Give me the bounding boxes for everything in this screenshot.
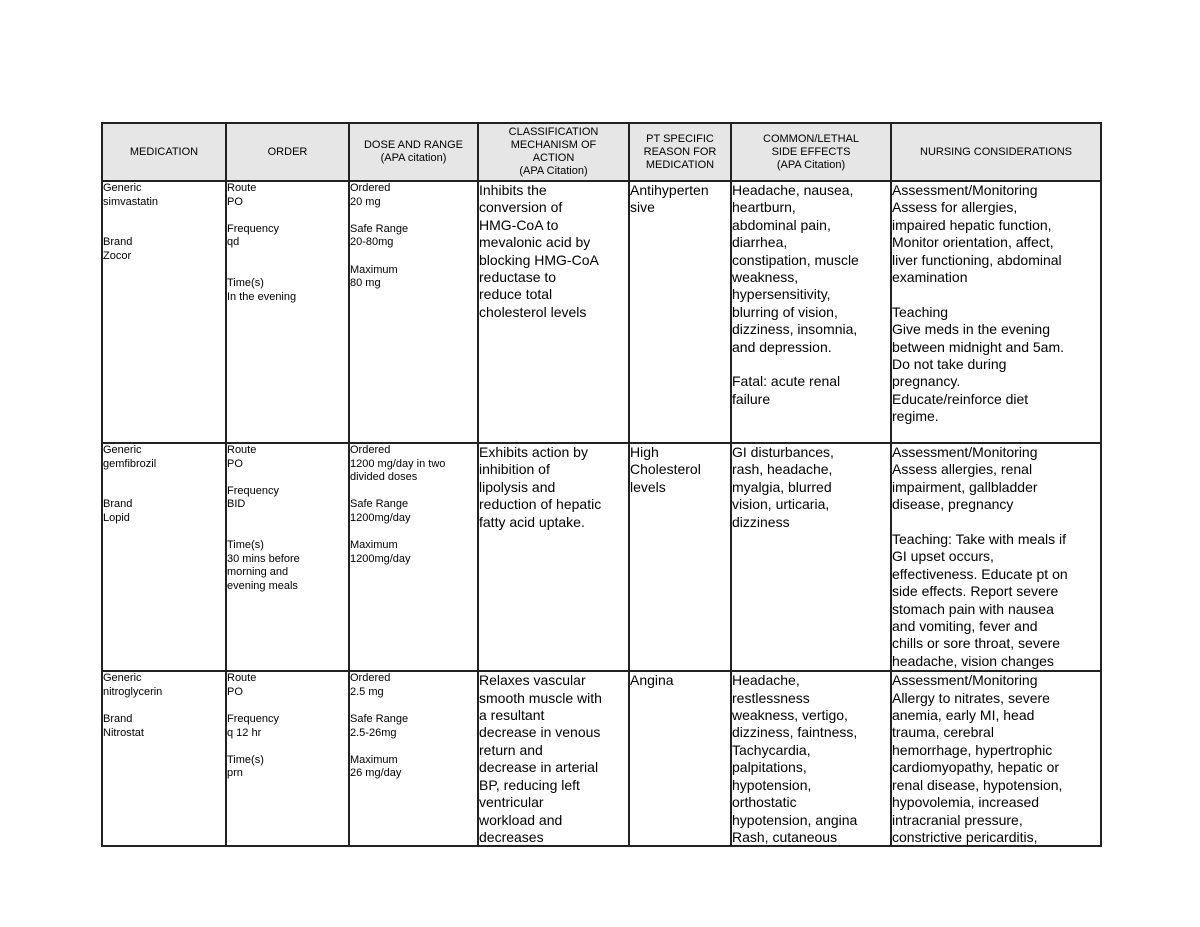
dose-text-line: Maximum bbox=[350, 753, 398, 766]
mechanism-text-line: a resultant bbox=[479, 707, 545, 724]
nursing-text-line: GI upset occurs, bbox=[892, 548, 994, 565]
nursing-text-line bbox=[892, 286, 1100, 303]
medication-text-line: Brand bbox=[103, 498, 133, 511]
header-label: DOSE AND RANGE bbox=[363, 139, 464, 151]
header-label: CLASSIFICATION bbox=[508, 126, 599, 138]
mechanism-text-line: Inhibits the bbox=[479, 182, 547, 198]
nursing-text-line: and vomiting, fever and bbox=[892, 618, 1038, 635]
reason-cell bbox=[629, 671, 731, 846]
mechanism-cell bbox=[478, 671, 629, 846]
header-side-effects bbox=[731, 123, 891, 181]
side-effects-text-line: constipation, muscle bbox=[732, 251, 859, 268]
order-text-line: BID bbox=[227, 498, 246, 511]
order-text-line bbox=[227, 526, 348, 540]
side-effects-text-line: dizziness, insomnia, bbox=[732, 321, 858, 338]
mechanism-text-line: decrease in arterial bbox=[479, 759, 599, 776]
side-effects-text-line: GI disturbances, bbox=[732, 444, 834, 460]
medication-text-line: nitroglycerin bbox=[103, 685, 163, 698]
nursing-text-line: stomach pain with nausea bbox=[892, 600, 1054, 617]
nursing-text-line: effectiveness. Educate pt on bbox=[892, 565, 1068, 582]
mechanism-text-line: decreases bbox=[479, 828, 544, 845]
dose-text-line bbox=[350, 699, 477, 713]
side-effects-text-line: rash, headache, bbox=[732, 461, 833, 478]
nursing-cell bbox=[891, 443, 1101, 671]
header-label: ACTION bbox=[532, 152, 575, 164]
medication-cell bbox=[102, 443, 226, 671]
mechanism-text-line: fatty acid uptake. bbox=[479, 513, 585, 530]
order-text-line bbox=[227, 264, 348, 278]
order-text-line: morning and bbox=[227, 566, 289, 579]
dose-text-line bbox=[350, 250, 477, 264]
dose-text-line: Safe Range bbox=[350, 498, 409, 511]
nursing-text-line: Allergy to nitrates, severe bbox=[892, 689, 1050, 706]
side-effects-text-line: weakness, bbox=[732, 269, 799, 286]
reason-text-line: Angina bbox=[630, 672, 674, 689]
order-text-line bbox=[227, 209, 348, 223]
nursing-text-line: chills or sore throat, severe bbox=[892, 635, 1061, 652]
nursing-text-line: Assessment/Monitoring bbox=[892, 444, 1038, 460]
mechanism-text-line: conversion of bbox=[479, 199, 563, 216]
mechanism-text-line: HMG-CoA to bbox=[479, 216, 559, 233]
nursing-text-line: side effects. Report severe bbox=[892, 583, 1059, 600]
mechanism-text-line: reduction of hepatic bbox=[479, 496, 602, 513]
medication-text-line bbox=[103, 485, 225, 499]
medication-text-line: Zocor bbox=[103, 249, 132, 262]
nursing-text-line: Assessment/Monitoring bbox=[892, 182, 1038, 198]
header-label: MEDICATION bbox=[645, 158, 715, 171]
dose-text-line: Safe Range bbox=[350, 713, 409, 726]
nursing-text-line: Teaching bbox=[892, 303, 949, 320]
dose-text-line: 80 mg bbox=[350, 277, 381, 290]
side-effects-text-line bbox=[732, 356, 890, 373]
order-text-line: Frequency bbox=[227, 713, 279, 726]
nursing-text-line: anemia, early MI, head bbox=[892, 707, 1035, 724]
header-classification bbox=[478, 123, 629, 181]
medication-text-line bbox=[103, 223, 225, 237]
order-text-line: q 12 hr bbox=[227, 726, 262, 739]
side-effects-text-line: palpitations, bbox=[732, 759, 807, 776]
nursing-text-line: Assessment/Monitoring bbox=[892, 672, 1038, 689]
medication-text-line: Brand bbox=[103, 236, 133, 249]
nursing-text-line: liver functioning, abdominal bbox=[892, 251, 1062, 268]
nursing-text-line: renal disease, hypotension, bbox=[892, 776, 1063, 793]
side-effects-cell bbox=[731, 671, 891, 846]
header-label: (APA Citation) bbox=[776, 158, 846, 171]
medication-text-line: Generic bbox=[103, 444, 142, 456]
reason-cell bbox=[629, 181, 731, 443]
header-label: ORDER bbox=[267, 145, 308, 158]
header-nursing-considerations bbox=[891, 123, 1101, 181]
reason-text-line: Antihyperten bbox=[630, 182, 709, 198]
nursing-text-line: Educate/reinforce diet bbox=[892, 390, 1029, 407]
dose-text-line: Ordered bbox=[350, 182, 391, 194]
mechanism-text-line: return and bbox=[479, 741, 543, 758]
medication-text-line: Brand bbox=[103, 713, 133, 726]
medication-text-line: Generic bbox=[103, 672, 142, 685]
order-text-line bbox=[227, 512, 348, 526]
dose-text-line: 20-80mg bbox=[350, 236, 394, 249]
nursing-text-line: pregnancy. bbox=[892, 373, 961, 390]
dose-text-line: Safe Range bbox=[350, 222, 409, 235]
medication-text-line: Lopid bbox=[103, 511, 130, 524]
mechanism-text-line: reductase to bbox=[479, 269, 557, 286]
nursing-text-line: impaired hepatic function, bbox=[892, 216, 1052, 233]
header-order bbox=[226, 123, 349, 181]
dose-text-line bbox=[350, 209, 477, 223]
header-reason bbox=[629, 123, 731, 181]
mechanism-cell bbox=[478, 181, 629, 443]
nursing-text-line: hemorrhage, hypertrophic bbox=[892, 741, 1053, 758]
mechanism-text-line: blocking HMG-CoA bbox=[479, 251, 599, 268]
order-text-line bbox=[227, 471, 348, 485]
mechanism-text-line: cholesterol levels bbox=[479, 303, 587, 320]
dose-text-line: Ordered bbox=[350, 672, 391, 685]
header-label: MECHANISM OF bbox=[510, 139, 597, 151]
nursing-text-line: Give meds in the evening bbox=[892, 321, 1050, 338]
side-effects-text-line: blurring of vision, bbox=[732, 303, 838, 320]
header-medication bbox=[102, 123, 226, 181]
header-label: PT SPECIFIC bbox=[646, 132, 714, 145]
nursing-cell bbox=[891, 181, 1101, 443]
nursing-text-line: Assess allergies, renal bbox=[892, 461, 1033, 478]
dose-text-line: divided doses bbox=[350, 471, 418, 484]
side-effects-text-line: hypotension, angina bbox=[732, 811, 858, 828]
mechanism-text-line: mevalonic acid by bbox=[479, 234, 591, 251]
side-effects-text-line: vision, urticaria, bbox=[732, 496, 830, 513]
table-row bbox=[102, 671, 1101, 846]
nursing-text-line bbox=[892, 514, 1100, 531]
nursing-cell bbox=[891, 671, 1101, 846]
side-effects-text-line: Headache, bbox=[732, 672, 800, 689]
order-text-line bbox=[227, 740, 348, 754]
side-effects-text-line: Rash, cutaneous bbox=[732, 828, 838, 845]
header-label: (APA citation) bbox=[380, 152, 447, 164]
order-text-line: qd bbox=[227, 236, 240, 249]
order-text-line bbox=[227, 699, 348, 713]
dose-text-line: 2.5-26mg bbox=[350, 726, 397, 739]
order-text-line: Route bbox=[227, 182, 257, 194]
side-effects-text-line: hypotension, bbox=[732, 776, 812, 793]
header-label: NURSING CONSIDERATIONS bbox=[920, 145, 1072, 158]
dose-text-line bbox=[350, 485, 477, 499]
order-cell bbox=[226, 671, 349, 846]
side-effects-text-line: dizziness bbox=[732, 513, 790, 530]
nursing-text-line: impairment, gallbladder bbox=[892, 478, 1038, 495]
mechanism-text-line: ventricular bbox=[479, 794, 544, 811]
medication-text-line: simvastatin bbox=[103, 195, 159, 208]
side-effects-text-line: Tachycardia, bbox=[732, 741, 811, 758]
dose-text-line: 20 mg bbox=[350, 195, 381, 208]
medication-text-line bbox=[103, 699, 225, 713]
side-effects-text-line: dizziness, faintness, bbox=[732, 724, 858, 741]
side-effects-text-line: hypersensitivity, bbox=[732, 286, 831, 303]
header-label: COMMON/LETHAL bbox=[763, 132, 859, 145]
side-effects-text-line: abdominal pain, bbox=[732, 216, 831, 233]
dose-cell bbox=[349, 181, 478, 443]
nursing-text-line: Monitor orientation, affect, bbox=[892, 234, 1054, 251]
header-label: MEDICATION bbox=[129, 145, 199, 158]
medication-table bbox=[101, 122, 1102, 847]
nursing-text-line: constrictive pericarditis, bbox=[892, 828, 1038, 845]
mechanism-text-line: smooth muscle with bbox=[479, 689, 602, 706]
dose-text-line: 1200mg/day bbox=[350, 511, 411, 524]
dose-text-line: 2.5 mg bbox=[350, 685, 384, 698]
reason-text-line: Cholesterol bbox=[630, 461, 701, 478]
order-text-line: Frequency bbox=[227, 484, 279, 497]
mechanism-text-line: BP, reducing left bbox=[479, 776, 580, 793]
medication-text-line bbox=[103, 471, 225, 485]
side-effects-cell bbox=[731, 443, 891, 671]
dose-text-line: Maximum bbox=[350, 539, 398, 552]
dose-text-line: 1200mg/day bbox=[350, 552, 411, 565]
medication-text-line bbox=[103, 209, 225, 223]
order-text-line: PO bbox=[227, 685, 243, 698]
header-label: REASON FOR bbox=[643, 145, 717, 158]
medication-text-line: gemfibrozil bbox=[103, 457, 157, 470]
nursing-text-line: intracranial pressure, bbox=[892, 811, 1023, 828]
dose-cell bbox=[349, 443, 478, 671]
reason-cell bbox=[629, 443, 731, 671]
reason-text-line: sive bbox=[630, 199, 655, 216]
side-effects-text-line: orthostatic bbox=[732, 794, 797, 811]
nursing-text-line: hypovolemia, increased bbox=[892, 794, 1040, 811]
medication-cell bbox=[102, 181, 226, 443]
order-text-line bbox=[227, 250, 348, 264]
order-text-line: 30 mins before bbox=[227, 552, 300, 565]
side-effects-text-line: failure bbox=[732, 390, 771, 407]
side-effects-text-line: myalgia, blurred bbox=[732, 478, 832, 495]
nursing-text-line: Teaching: Take with meals if bbox=[892, 531, 1067, 548]
mechanism-text-line: inhibition of bbox=[479, 461, 550, 478]
table-row bbox=[102, 181, 1101, 443]
mechanism-text-line: Relaxes vascular bbox=[479, 672, 586, 689]
side-effects-cell bbox=[731, 181, 891, 443]
dose-text-line: 1200 mg/day in two bbox=[350, 457, 446, 470]
order-text-line: evening meals bbox=[227, 579, 298, 592]
header-row bbox=[102, 123, 1101, 181]
mechanism-text-line: decrease in venous bbox=[479, 724, 601, 741]
dose-text-line: 26 mg/day bbox=[350, 767, 402, 780]
dose-text-line bbox=[350, 740, 477, 754]
order-cell bbox=[226, 443, 349, 671]
mechanism-text-line: lipolysis and bbox=[479, 478, 556, 495]
nursing-text-line: cardiomyopathy, hepatic or bbox=[892, 759, 1060, 776]
order-text-line: Time(s) bbox=[227, 539, 264, 552]
nursing-text-line: examination bbox=[892, 269, 968, 286]
dose-text-line: Maximum bbox=[350, 263, 398, 276]
order-text-line: Time(s) bbox=[227, 277, 264, 290]
nursing-text-line: Do not take during bbox=[892, 356, 1007, 373]
medication-text-line: Nitrostat bbox=[103, 726, 144, 739]
order-cell bbox=[226, 181, 349, 443]
header-label: SIDE EFFECTS bbox=[771, 145, 851, 158]
nursing-text-line: Assess for allergies, bbox=[892, 199, 1018, 216]
reason-text-line: High bbox=[630, 444, 659, 460]
order-text-line: Route bbox=[227, 444, 257, 456]
table-row bbox=[102, 443, 1101, 671]
dose-text-line: Ordered bbox=[350, 444, 391, 456]
reason-text-line: levels bbox=[630, 478, 666, 495]
header-label: (APA Citation) bbox=[519, 165, 588, 177]
side-effects-text-line: diarrhea, bbox=[732, 234, 788, 251]
mechanism-text-line: Exhibits action by bbox=[479, 444, 588, 460]
mechanism-text-line: reduce total bbox=[479, 286, 553, 303]
nursing-text-line: regime. bbox=[892, 408, 939, 425]
dose-cell bbox=[349, 671, 478, 846]
mechanism-cell bbox=[478, 443, 629, 671]
order-text-line: Route bbox=[227, 672, 257, 685]
dose-text-line bbox=[350, 526, 477, 540]
header-dose-and-range bbox=[349, 123, 478, 181]
nursing-text-line: disease, pregnancy bbox=[892, 496, 1014, 513]
mechanism-text-line: workload and bbox=[479, 811, 563, 828]
medication-cell bbox=[102, 671, 226, 846]
order-text-line: Time(s) bbox=[227, 753, 264, 766]
side-effects-text-line: restlessness bbox=[732, 689, 810, 706]
side-effects-text-line: Headache, nausea, bbox=[732, 182, 854, 198]
order-text-line: PO bbox=[227, 457, 243, 470]
medication-text-line: Generic bbox=[103, 182, 142, 194]
nursing-text-line: trauma, cerebral bbox=[892, 724, 994, 741]
order-text-line: In the evening bbox=[227, 290, 297, 303]
side-effects-text-line: heartburn, bbox=[732, 199, 796, 216]
order-text-line: PO bbox=[227, 195, 243, 208]
order-text-line: prn bbox=[227, 767, 243, 780]
nursing-text-line: between midnight and 5am. bbox=[892, 338, 1064, 355]
side-effects-text-line: and depression. bbox=[732, 338, 832, 355]
side-effects-text-line: Fatal: acute renal bbox=[732, 373, 841, 390]
side-effects-text-line: weakness, vertigo, bbox=[732, 707, 848, 724]
nursing-text-line: headache, vision changes bbox=[892, 652, 1054, 669]
order-text-line: Frequency bbox=[227, 222, 279, 235]
